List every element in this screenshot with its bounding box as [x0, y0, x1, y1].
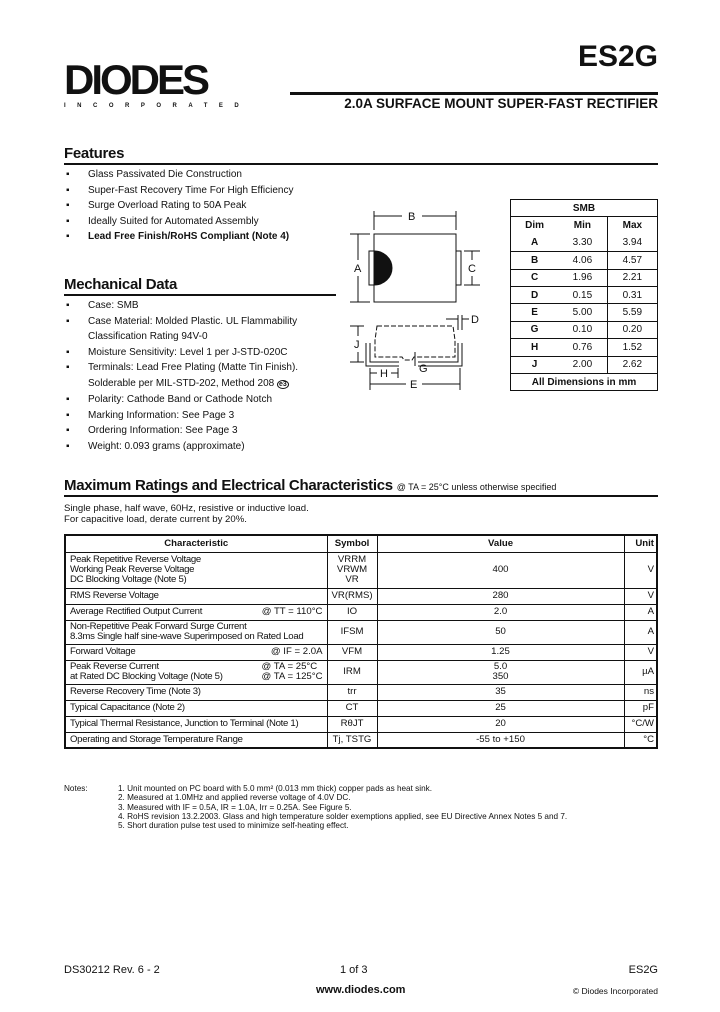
dim-value: 5.59 — [622, 307, 643, 319]
dim-name: C — [530, 272, 539, 284]
divider — [64, 495, 658, 497]
value-cell — [377, 620, 624, 644]
characteristic-text — [70, 662, 223, 682]
symbol: RθJT — [340, 718, 364, 729]
mechanical-heading: Mechanical Data — [64, 276, 178, 293]
dim-value: 1.96 — [558, 269, 607, 286]
table-row — [65, 660, 657, 684]
page-number: 1 of 3 — [340, 964, 368, 976]
dimension-row — [511, 286, 658, 303]
characteristic — [70, 647, 323, 657]
characteristic-cell — [65, 644, 327, 660]
symbol: VR(RMS) — [331, 590, 373, 601]
dim-label-c: C — [468, 263, 476, 275]
list-item: ▪ Case Material: Molded Plastic. UL Flammability Classification Rating 94V-0 — [64, 314, 324, 345]
mechanical-list — [64, 298, 340, 454]
characteristic-cell — [65, 716, 327, 732]
symbol-cell — [327, 684, 377, 700]
condition-line: @ TA = 25°C — [261, 661, 318, 672]
characteristic-text — [70, 622, 303, 642]
characteristic-line: Non-Repetitive Peak Forward Surge Current — [70, 621, 247, 632]
dimension-row — [511, 356, 658, 373]
characteristic-text — [70, 607, 202, 617]
dim-label-b: B — [408, 211, 416, 223]
col-header: Min — [558, 217, 607, 234]
symbol: VRWM — [336, 564, 368, 575]
value: 35 — [495, 686, 506, 697]
symbol-cell — [327, 552, 377, 588]
divider — [64, 163, 658, 165]
characteristic — [70, 735, 323, 745]
dim-label-d: D — [471, 314, 479, 326]
unit: V — [624, 588, 657, 604]
characteristic-text — [70, 687, 201, 697]
col-header: Value — [377, 535, 624, 552]
list-item: ▪ Case: SMB — [64, 298, 340, 314]
list-item — [64, 360, 334, 392]
col-header: Unit — [624, 535, 657, 552]
note: 1. Unit mounted on PC board with 5.0 mm² (0.013 mm thick) copper pads as heat sink. — [118, 784, 432, 793]
dimension-row — [511, 304, 658, 321]
characteristic-text — [70, 735, 243, 745]
intro-line: For capacitive load, derate current by 20%. — [64, 514, 247, 525]
ratings-intro — [64, 503, 309, 525]
characteristic-line: Working Peak Reverse Voltage — [70, 564, 195, 575]
subtitle: 2.0A SURFACE MOUNT SUPER-FAST RECTIFIER — [344, 96, 658, 111]
characteristic-cell — [65, 732, 327, 748]
characteristic-line: Typical Thermal Resistance, Junction to Terminal (Note 1) — [70, 718, 299, 729]
notes-label: Notes: — [64, 784, 88, 793]
dimensions-footer: All Dimensions in mm — [531, 376, 637, 388]
list-item: ▪ Weight: 0.093 grams (approximate) — [64, 439, 340, 455]
value: 350 — [492, 671, 509, 682]
characteristic-text — [70, 647, 135, 657]
symbol-cell — [327, 620, 377, 644]
condition — [262, 607, 323, 617]
dim-value: 4.06 — [558, 252, 607, 269]
col-header: Max — [622, 220, 643, 232]
characteristic-cell — [65, 588, 327, 604]
symbol: VRRM — [337, 554, 367, 565]
dim-value: 0.10 — [558, 321, 607, 338]
ratings-condition: @ TA = 25°C unless otherwise specified — [396, 482, 557, 492]
list-item: ▪ Marking Information: See Page 3 — [64, 408, 340, 424]
list-item: ▪ Polarity: Cathode Band or Cathode Notch — [64, 392, 340, 408]
package-outline-diagram — [342, 200, 507, 395]
divider — [64, 294, 336, 296]
value: 280 — [492, 590, 509, 601]
ratings-heading — [64, 477, 556, 494]
dim-value: 0.76 — [558, 339, 607, 356]
characteristic-cell — [65, 684, 327, 700]
characteristic-text — [70, 703, 185, 713]
characteristic — [70, 622, 323, 642]
part-number: ES2G — [577, 40, 658, 73]
dim-value: 2.62 — [622, 359, 643, 371]
condition — [262, 662, 323, 682]
col-header: Symbol — [327, 535, 377, 552]
dim-value: 4.57 — [622, 254, 643, 266]
table-row — [65, 620, 657, 644]
dimension-row — [511, 252, 658, 269]
unit: ns — [624, 684, 657, 700]
list-item: ▪ Ordering Information: See Page 3 — [64, 423, 340, 439]
characteristic — [70, 607, 323, 617]
dim-value: 2.21 — [622, 272, 643, 284]
characteristic-line: Peak Repetitive Reverse Voltage — [70, 554, 201, 565]
col-header: Characteristic — [65, 535, 327, 552]
footer-part: ES2G — [628, 964, 658, 976]
value-cell — [377, 660, 624, 684]
symbol: IO — [346, 606, 358, 617]
condition — [271, 647, 323, 657]
value-cell — [377, 700, 624, 716]
dim-name: H — [530, 341, 539, 353]
dim-value: 5.00 — [558, 304, 607, 321]
dim-name: J — [531, 359, 538, 371]
dim-name: D — [530, 289, 539, 301]
characteristic-line: DC Blocking Voltage (Note 5) — [70, 574, 187, 585]
symbol-cell — [327, 700, 377, 716]
dim-value: 0.31 — [622, 289, 643, 301]
symbol-cell — [327, 660, 377, 684]
list-item-text: Terminals: Lead Free Plating (Matte Tin Finish). Solderable per MIL-STD-202, Method 208 — [88, 362, 299, 389]
value: 1.25 — [491, 646, 510, 657]
symbol: CT — [345, 702, 359, 713]
note: 3. Measured with IF = 0.5A, IR = 1.0A, Irr = 0.25A. See Figure 5. — [118, 802, 352, 812]
list-item: ▪ Surge Overload Rating to 50A Peak — [64, 198, 344, 214]
condition-line: @ IF = 2.0A — [270, 646, 323, 657]
features-heading: Features — [64, 145, 125, 162]
intro-line: Single phase, half wave, 60Hz, resistive or inductive load. — [64, 503, 309, 514]
table-row — [65, 644, 657, 660]
characteristic-line: Operating and Storage Temperature Range — [70, 733, 243, 745]
symbol: trr — [347, 686, 357, 697]
list-item: ▪ Ideally Suited for Automated Assembly — [64, 214, 344, 230]
characteristic-cell — [65, 604, 327, 620]
ratings-table — [64, 534, 658, 749]
unit: °C/W — [624, 716, 657, 732]
characteristic-line: Forward Voltage — [70, 646, 136, 657]
symbol: Tj, TSTG — [332, 733, 372, 745]
value-cell — [377, 644, 624, 660]
characteristic — [70, 719, 323, 729]
condition-line: @ TA = 125°C — [261, 671, 323, 682]
characteristic-cell — [65, 660, 327, 684]
symbol-cell — [327, 604, 377, 620]
dimension-row — [511, 234, 658, 251]
characteristic-line: Reverse Recovery Time (Note 3) — [70, 686, 201, 697]
unit: V — [624, 644, 657, 660]
ratings-title: Maximum Ratings and Electrical Characteristics — [64, 477, 393, 494]
list-item: ▪ Lead Free Finish/RoHS Compliant (Note 4) — [64, 229, 344, 245]
value: 400 — [492, 564, 509, 575]
note: 2. Measured at 1.0MHz and applied reverse voltage of 4.0V DC. — [118, 793, 351, 803]
dim-name: A — [530, 237, 539, 249]
diodes-logo — [64, 56, 251, 112]
col-header: Dim — [525, 220, 545, 232]
dim-name: B — [530, 254, 539, 266]
dim-value: 0.20 — [622, 324, 643, 336]
value-cell — [377, 716, 624, 732]
characteristic-line: Typical Capacitance (Note 2) — [70, 702, 185, 713]
characteristic — [70, 703, 323, 713]
unit: A — [624, 604, 657, 620]
symbol: IRM — [343, 666, 361, 677]
characteristic — [70, 555, 323, 585]
symbol-cell — [327, 732, 377, 748]
table-row — [65, 732, 657, 748]
dimension-row — [511, 269, 658, 286]
unit: °C — [624, 732, 657, 748]
website-link[interactable]: www.diodes.com — [316, 984, 406, 996]
features-list — [64, 167, 344, 245]
value-cell — [377, 588, 624, 604]
characteristic-text — [70, 719, 298, 729]
condition-line: @ TT = 110°C — [261, 606, 323, 617]
table-row — [65, 588, 657, 604]
symbol-cell — [327, 644, 377, 660]
copyright: © Diodes Incorporated — [572, 986, 658, 996]
value-cell — [377, 732, 624, 748]
value: -55 to +150 — [476, 733, 525, 745]
header-rule — [290, 92, 658, 95]
table-row — [65, 716, 657, 732]
symbol-cell — [327, 716, 377, 732]
list-item: ▪ Super-Fast Recovery Time For High Efficiency — [64, 183, 344, 199]
value: 25 — [495, 702, 506, 713]
dim-label-j: J — [354, 339, 360, 351]
unit: µA — [624, 660, 657, 684]
dim-label-g: G — [419, 363, 428, 375]
dimensions-table — [510, 199, 658, 391]
characteristic-text — [70, 591, 159, 601]
characteristic-cell — [65, 552, 327, 588]
doc-number: DS30212 Rev. 6 - 2 — [64, 964, 160, 976]
e3-mark: e3 — [279, 380, 287, 388]
package-name: SMB — [572, 202, 596, 214]
note: 5. Short duration pulse test used to minimize self-heating effect. — [118, 821, 349, 831]
list-item: ▪ Glass Passivated Die Construction — [64, 167, 344, 183]
dim-value: 3.30 — [558, 234, 607, 251]
characteristic — [70, 662, 323, 682]
dim-label-a: A — [354, 263, 362, 275]
dim-value: 1.52 — [622, 341, 643, 353]
characteristic-line: 8.3ms Single half sine-wave Superimposed on Rated Load — [70, 631, 304, 642]
dim-name: E — [531, 307, 538, 319]
value-cell — [377, 684, 624, 700]
value-cell — [377, 604, 624, 620]
characteristic — [70, 687, 323, 697]
symbol-cell — [327, 588, 377, 604]
characteristic-cell — [65, 700, 327, 716]
value: 2.0 — [493, 606, 508, 617]
value: 5.0 — [493, 661, 508, 672]
dim-value: 0.15 — [558, 286, 607, 303]
dim-label-e: E — [410, 379, 418, 391]
dim-name: G — [530, 324, 539, 336]
characteristic-line: Average Rectified Output Current — [70, 606, 203, 617]
characteristic-text — [70, 555, 201, 585]
dimension-row — [511, 339, 658, 356]
list-item: ▪ Moisture Sensitivity: Level 1 per J-STD-020C — [64, 345, 340, 361]
characteristic-line: RMS Reverse Voltage — [70, 590, 159, 601]
value: 20 — [495, 718, 506, 729]
characteristic-line: at Rated DC Blocking Voltage (Note 5) — [70, 671, 223, 682]
dimension-row — [511, 321, 658, 338]
dim-value: 2.00 — [558, 356, 607, 373]
table-row — [65, 684, 657, 700]
value-cell — [377, 552, 624, 588]
value: 50 — [495, 626, 506, 637]
table-row — [65, 552, 657, 588]
symbol: VR — [345, 574, 359, 585]
note: 4. RoHS revision 13.2.2003. Glass and high temperature solder exemptions applied, see EU Directive Annex Notes 5 and 7. — [118, 811, 568, 821]
table-row — [65, 604, 657, 620]
dim-label-h: H — [380, 368, 388, 380]
unit: A — [624, 620, 657, 644]
symbol: IFSM — [340, 626, 364, 637]
characteristic-line: Peak Reverse Current — [70, 661, 159, 672]
characteristic-cell — [65, 620, 327, 644]
logo-text: DIODES — [64, 56, 208, 103]
characteristic — [70, 591, 323, 601]
logo-subtext: INCORPORATED — [64, 103, 251, 109]
table-row — [65, 700, 657, 716]
unit: pF — [624, 700, 657, 716]
unit: V — [624, 552, 657, 588]
symbol: VFM — [341, 646, 363, 657]
dim-value: 3.94 — [622, 237, 643, 249]
